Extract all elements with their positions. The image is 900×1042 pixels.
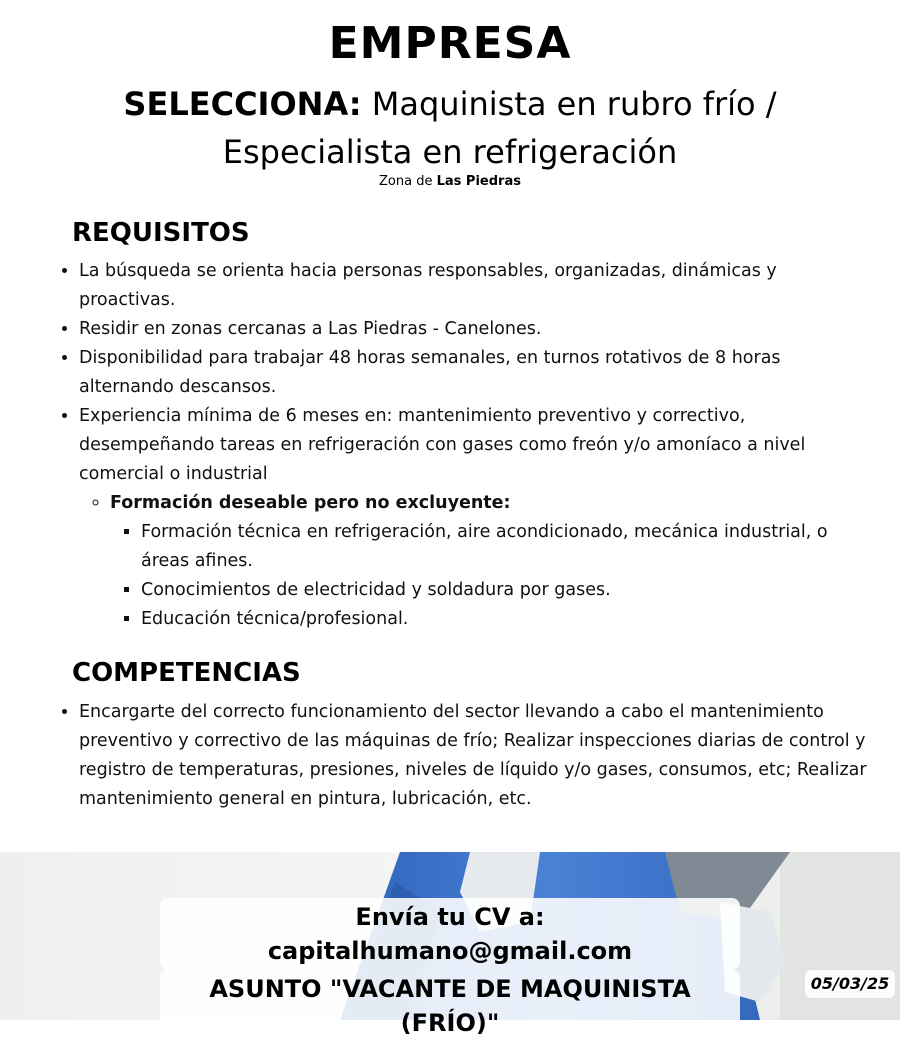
list-item: ▪ Formación técnica en refrigeración, aire acondicionado, mecánica industrial, o áreas afines. — [141, 518, 869, 576]
list-item: ▪ Conocimientos de electricidad y soldadura por gases. — [141, 576, 869, 605]
requisitos-list — [58, 257, 869, 634]
list-item — [110, 489, 869, 634]
competencias-heading: COMPETENCIAS — [72, 658, 301, 688]
requisitos-heading: REQUISITOS — [72, 218, 250, 248]
contact-box — [160, 898, 740, 1042]
location-prefix: Zona de — [379, 174, 437, 189]
list-item: • Encargarte del correcto funcionamiento del sector llevando a cabo el mantenimiento preventivo y correctivo de las máquinas de frío; Realizar inspecciones diarias de control y registro de temperaturas, presiones, niveles de líquido y/o gases, consumos, etc; Realizar mantenimiento general en pintura, lubricación, etc. — [79, 698, 869, 814]
date-badge: 05/03/25 — [805, 970, 895, 998]
list-item: • La búsqueda se orienta hacia personas responsables, organizadas, dinámicas y proactivas. — [79, 257, 869, 315]
cv-email-line: Envía tu CV a: capitalhumano@gmail.com — [160, 898, 740, 970]
formacion-heading: Formación deseable pero no excluyente: — [110, 493, 511, 513]
page-title: EMPRESA — [328, 18, 572, 69]
formacion-sublist — [110, 518, 869, 634]
list-item — [79, 402, 869, 634]
location — [0, 174, 900, 189]
job-subtitle — [50, 80, 850, 176]
list-item: ▪ Educación técnica/profesional. — [141, 605, 869, 634]
subtitle-position: Maquinista en rubro frío / Especialista en refrigeración — [222, 85, 777, 171]
location-name: Las Piedras — [436, 174, 521, 189]
subtitle-bold: SELECCIONA: — [123, 85, 362, 123]
formacion-list — [79, 489, 869, 634]
competencias-list — [58, 698, 869, 814]
list-item: • Residir en zonas cercanas a Las Piedras - Canelones. — [79, 315, 869, 344]
subject-line: ASUNTO "VACANTE DE MAQUINISTA (FRÍO)" — [160, 970, 740, 1042]
list-item: • Disponibilidad para trabajar 48 horas semanales, en turnos rotativos de 8 horas alternando descansos. — [79, 344, 869, 402]
list-item-text: Experiencia mínima de 6 meses en: mantenimiento preventivo y correctivo, desempeñando tareas en refrigeración con gases como freón y/o amoníaco a nivel comercial o industrial — [79, 406, 806, 484]
